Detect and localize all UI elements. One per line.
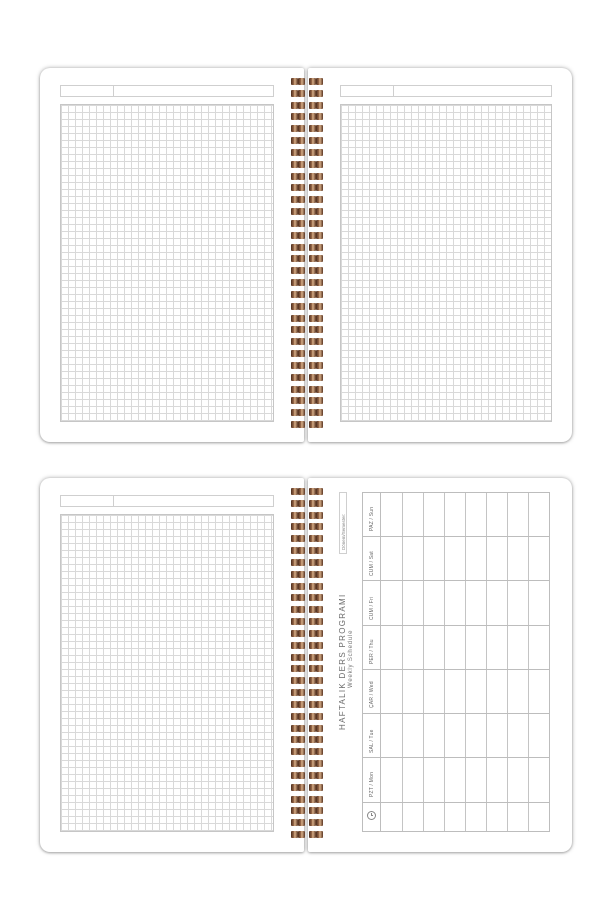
spiral-coil <box>287 267 327 274</box>
spiral-coil <box>287 535 327 542</box>
schedule-day-row <box>363 759 549 803</box>
spiral-coil <box>287 559 327 566</box>
spiral-coil <box>287 255 327 262</box>
spiral-coil <box>287 161 327 168</box>
spiral-coil <box>287 831 327 838</box>
day-label: PAZ / Sun <box>369 506 375 531</box>
spiral-coil <box>287 606 327 613</box>
spiral-coil <box>287 642 327 649</box>
spiral-coil <box>287 326 327 333</box>
spiral-coil <box>287 279 327 286</box>
spiral-coil <box>287 583 327 590</box>
schedule-day-row <box>363 714 549 758</box>
schedule-table <box>362 492 550 832</box>
spiral-coil <box>287 338 327 345</box>
spiral-coil <box>287 315 327 322</box>
spiral-coil <box>287 630 327 637</box>
spiral-coil <box>287 796 327 803</box>
spiral-coil <box>287 409 327 416</box>
schedule-day-row <box>363 670 549 714</box>
spiral-coil <box>287 665 327 672</box>
spiral-coil <box>287 594 327 601</box>
day-label: CUM / Fri <box>369 596 375 620</box>
spiral-coil <box>287 807 327 814</box>
graph-grid <box>340 104 552 422</box>
spiral-coil <box>287 701 327 708</box>
spiral-coil <box>287 102 327 109</box>
spiral-coil <box>287 184 327 191</box>
spiral-coil <box>287 523 327 530</box>
page-header-box <box>60 495 274 507</box>
spiral-coil <box>287 618 327 625</box>
schedule-day-row <box>363 582 549 626</box>
spiral-coil <box>287 350 327 357</box>
day-label: SAL / Tue <box>369 729 375 753</box>
grid-page-left <box>40 68 304 442</box>
spiral-coil <box>287 208 327 215</box>
weekly-schedule <box>336 492 552 838</box>
spiral-coil <box>287 772 327 779</box>
grid-page-left <box>40 478 304 852</box>
spiral-coil <box>287 149 327 156</box>
spiral-coil <box>287 784 327 791</box>
spiral-coil <box>287 736 327 743</box>
spiral-coil <box>287 374 327 381</box>
spiral-binding <box>287 78 327 428</box>
spiral-coil <box>287 421 327 428</box>
term-field <box>339 492 347 554</box>
spiral-coil <box>287 547 327 554</box>
spiral-coil <box>287 386 327 393</box>
term-label: Dönem/Semester: <box>341 513 346 550</box>
schedule-title: HAFTALIK DERS PROGRAMI <box>338 593 347 730</box>
spiral-coil <box>287 220 327 227</box>
spiral-coil <box>287 232 327 239</box>
schedule-day-row <box>363 626 549 670</box>
spiral-coil <box>287 113 327 120</box>
spiral-coil <box>287 137 327 144</box>
spiral-coil <box>287 303 327 310</box>
day-label: PER / Thu <box>369 639 375 664</box>
spiral-coil <box>287 291 327 298</box>
spiral-coil <box>287 689 327 696</box>
page-header-box <box>340 85 552 97</box>
schedule-time-row <box>363 803 549 831</box>
schedule-page <box>308 478 572 852</box>
spiral-coil <box>287 78 327 85</box>
schedule-subtitle: Weekly Schedule <box>348 629 354 688</box>
spiral-binding <box>287 488 327 838</box>
spiral-coil <box>287 362 327 369</box>
spiral-coil <box>287 125 327 132</box>
schedule-day-row <box>363 493 549 537</box>
spiral-coil <box>287 760 327 767</box>
spiral-coil <box>287 713 327 720</box>
spiral-coil <box>287 488 327 495</box>
spiral-coil <box>287 244 327 251</box>
spiral-coil <box>287 819 327 826</box>
spiral-coil <box>287 571 327 578</box>
graph-grid <box>60 514 274 832</box>
page-header-box <box>60 85 274 97</box>
spiral-coil <box>287 500 327 507</box>
spiral-coil <box>287 397 327 404</box>
day-label: ÇAR / Wed <box>369 681 375 708</box>
spiral-coil <box>287 748 327 755</box>
spiral-coil <box>287 512 327 519</box>
notebook-spread-bottom <box>40 478 572 852</box>
graph-grid <box>60 104 274 422</box>
day-label: CUM / Sat <box>369 551 375 576</box>
spiral-coil <box>287 90 327 97</box>
notebook-spread-top <box>40 68 572 442</box>
day-label: PZT / Mon <box>369 771 375 797</box>
schedule-day-row <box>363 537 549 581</box>
spiral-coil <box>287 173 327 180</box>
spiral-coil <box>287 196 327 203</box>
schedule-title-column <box>336 492 360 838</box>
spiral-coil <box>287 677 327 684</box>
spiral-coil <box>287 654 327 661</box>
spiral-coil <box>287 725 327 732</box>
grid-page-right <box>308 68 572 442</box>
